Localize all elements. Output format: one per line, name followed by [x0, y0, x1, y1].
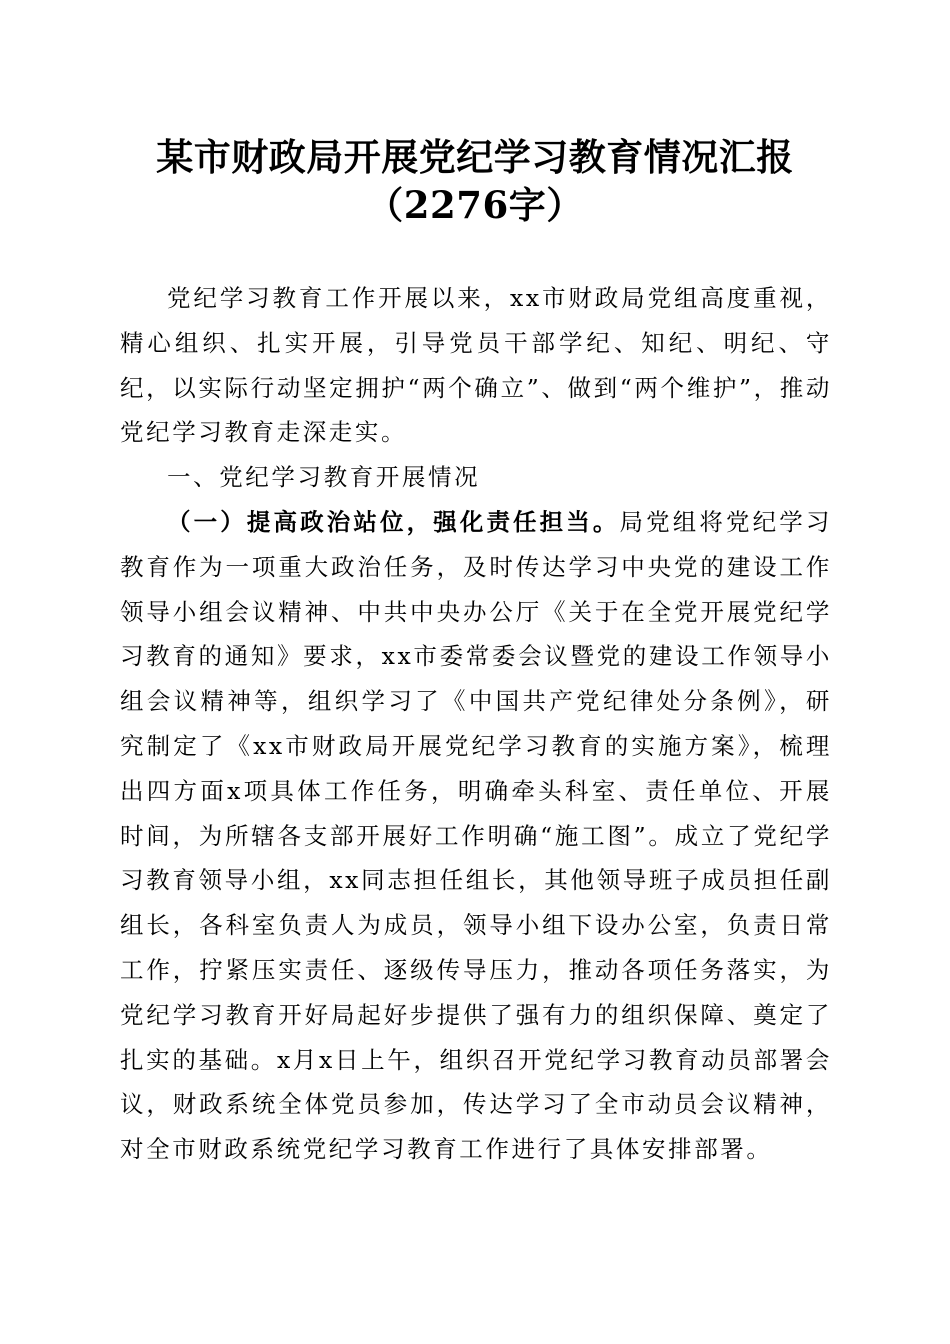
- item-heading: （一）提高政治站位，强化责任担当。: [167, 507, 620, 536]
- section-heading: 一、党纪学习教育开展情况: [167, 463, 481, 492]
- item-paragraph: [120, 500, 832, 1172]
- item-body: 局党组将党纪学习教育作为一项重大政治任务，及时传达学习中央党的建设工作领导小组会议精神、中共中央办公厅《关于在全党开展党纪学习教育的通知》要求，xx市委常委会议暨党的建设工作领导小组会议精神等，组织学习了《中国共产党纪律处分条例》，研究制定了《xx市财政局开展党纪学习教育的实施方案》，梳理出四方面x项具体工作任务，明确牵头科室、责任单位、开展时间，为所辖各支部开展好工作明确“施工图”。成立了党纪学习教育领导小组，xx同志担任组长，其他领导班子成员担任副组长，各科室负责人为成员，领导小组下设办公室，负责日常工作，拧紧压实责任、逐级传导压力，推动各项任务落实，为党纪学习教育开好局起好步提供了强有力的组织保障、奠定了扎实的基础。x月x日上午，组织召开党纪学习教育动员部署会议，财政系统全体党员参加，传达学习了全市动员会议精神，对全市财政系统党纪学习教育工作进行了具体安排部署。: [120, 507, 832, 1164]
- document-body: [120, 276, 832, 1172]
- document-title: 某市财政局开展党纪学习教育情况汇报（2276字）: [156, 135, 794, 227]
- intro-paragraph: 党纪学习教育工作开展以来，xx市财政局党组高度重视，精心组织、扎实开展，引导党员干部学纪、知纪、明纪、守纪，以实际行动坚定拥护“两个确立”、做到“两个维护”，推动党纪学习教育走深走实。: [120, 284, 832, 447]
